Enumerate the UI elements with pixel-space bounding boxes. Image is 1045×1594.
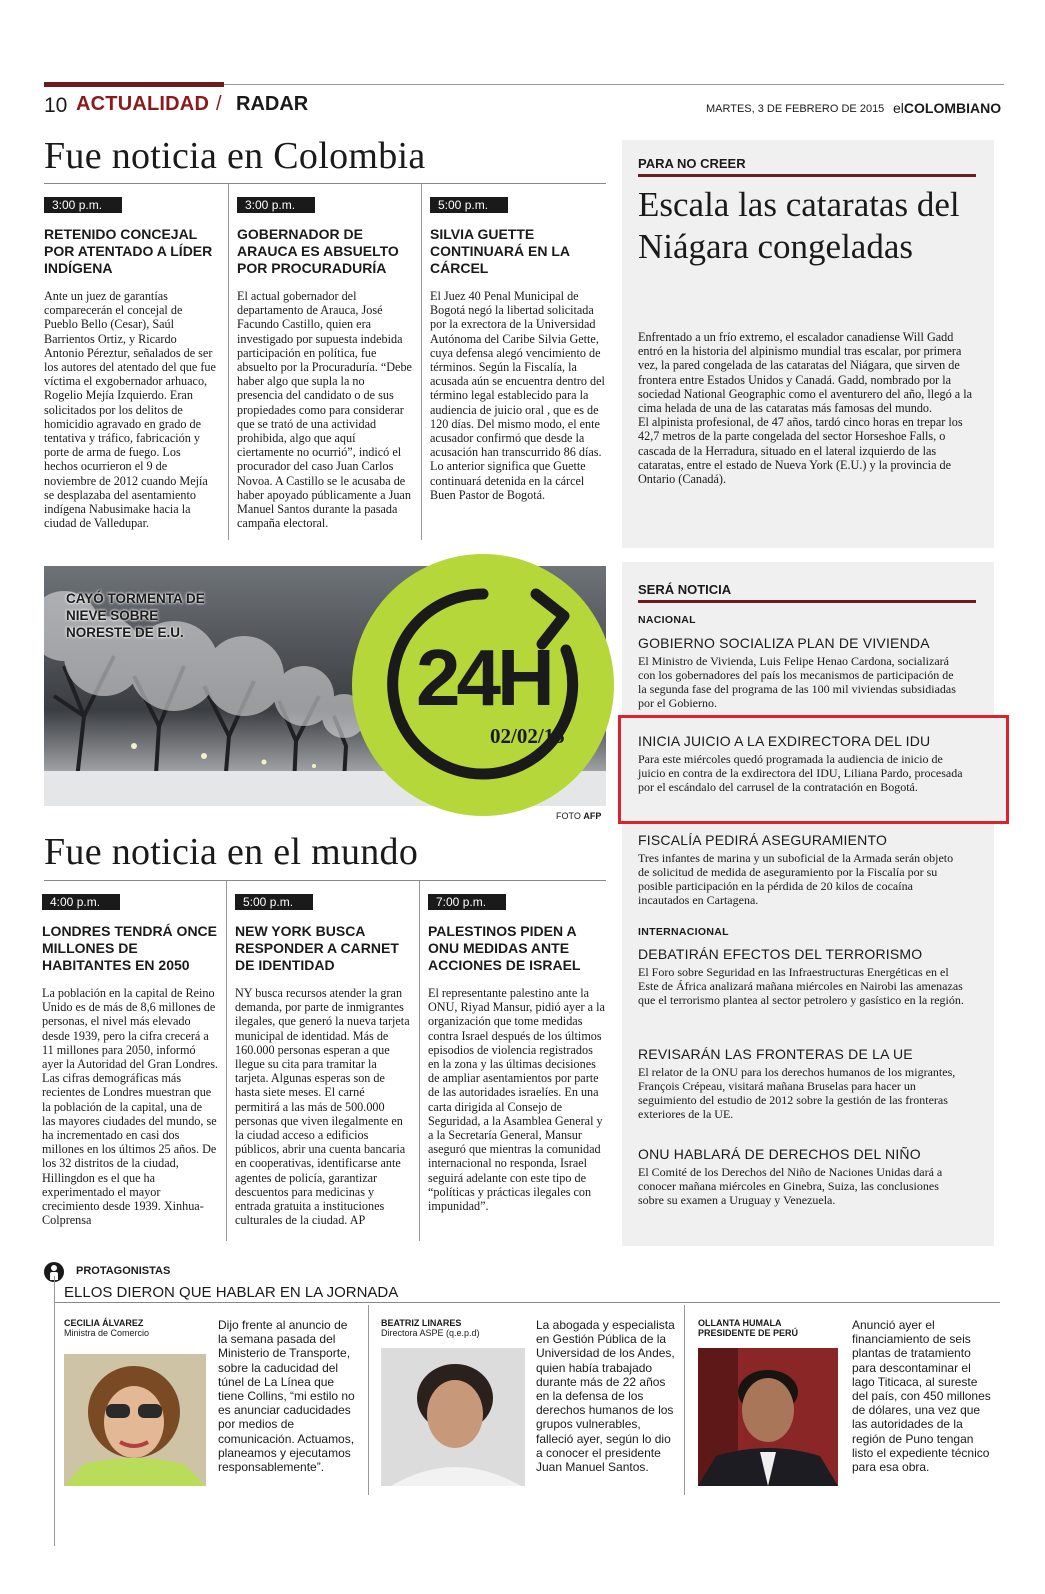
column-divider: [226, 881, 227, 1241]
protagonist-role: Directora ASPE (q.e.p.d): [381, 1328, 480, 1338]
time-tag: 3:00 p.m.: [44, 197, 122, 213]
portrait-woman-sunglasses: [64, 1354, 206, 1486]
nacional-item-3: [638, 832, 964, 907]
time-tag: 7:00 p.m.: [428, 894, 506, 910]
mundo-rule: [44, 880, 606, 881]
article-body: El representante palestino ante la ONU, Riyad Mansur, pidió ayer a la organización que tome medidas contra Israel después de los últimos episodios de violencia registrados en la zona y las últimas decisiones de ampliar asentamientos por parte de las autoridades israelíes. En una carta dirigida al Consejo de Seguridad, a la Asamblea General y a la Secretaría General, Mansur aseguró que mientras la comunidad internacional no responda, Israel seguirá adelante con este tipo de “políticas y prácticas ilegales con impunidad”.: [428, 986, 605, 1214]
nacional-item-1: [638, 635, 964, 710]
article-body: Ante un juez de garantías comparecerán el concejal de Pueblo Bello (Cesar), Saúl Barrientos Ortiz, y Ricardo Antonio Péreztur, señalados de ser los autores del atentado del que fue víctima el exgobernador arhuaco, Rogelio Mejía Izquierdo. Eran solicitados por los delitos de homicidio agravado en grado de tentativa y tráfico, fabricación y porte de arma de fuego. Los hechos ocurrieron el 9 de noviembre de 2012 cuando Mejía se desplazaba del asentamiento indígena Nabusimake hacia la ciudad de Valledupar.: [44, 289, 216, 531]
column-divider: [684, 1305, 685, 1495]
credit-prefix: FOTO: [556, 811, 581, 821]
body-paragraph: Enfrentado a un frío extremo, el escalador canadiense Will Gadd entró en la historia del alpinismo mundial tras escalar, por primera vez, la pared congelada de las cataratas del Niágara, que sirven de frontera entre Estados Unidos y Canadá. Gadd, nombrado por la sociedad National Geographic como el aventurero del año, llegó a la cima helada de una de las cataratas más famosas del mundo.: [638, 330, 973, 416]
article-headline: SILVIA GUETTE CONTINUARÁ EN LA CÁRCEL: [430, 226, 570, 276]
colombia-article-2: [237, 196, 412, 530]
time-tag: 4:00 p.m.: [42, 894, 120, 910]
nacional-label: NACIONAL: [638, 614, 696, 626]
item-body: Para este miércoles quedó programada la audiencia de inicio de juicio en contra de la exdirectora del IDU, Liliana Pardo, procesada por el escándalo del carrusel de la contratación en Bogotá.: [638, 752, 963, 794]
photo-caption: CAYÓ TORMENTA DE NIEVE SOBRE NORESTE DE E.U.: [66, 591, 205, 640]
protagonist-3-quote: Anunció ayer el financiamiento de seis plantas de tratamiento para descontaminar el lago Titicaca, al sureste del país, con 450 millones de dólares, una vez que las autoridades de la región de Puno tengan listo el expediente técnico para esa obra.: [852, 1318, 991, 1475]
protagonist-role: Ministra de Comercio: [64, 1328, 150, 1338]
protagonist-2-header: [381, 1318, 527, 1338]
portrait-man: [698, 1348, 838, 1486]
mundo-article-2: [235, 893, 411, 1227]
item-body: El relator de la ONU para los derechos humanos de los migrantes, François Crépeau, visitará mañana Bruselas para hacer un seguimiento del estudio de 2012 sobre la gestión de las fronteras exteriores de la UE.: [638, 1065, 956, 1121]
time-tag: 3:00 p.m.: [237, 197, 315, 213]
body-paragraph: El alpinista profesional, de 47 años, tardó cinco horas en trepar los 42,7 metros de la parte congelada del sector Horseshoe Falls, o cascada de la Herradura, situado en el lateral izquierdo de las cataratas, entre el estado de Nueva York (E.U.) y la provincia de Ontario (Canadá).: [638, 415, 963, 487]
protagonist-1-quote: Dijo frente al anuncio de la semana pasada del Ministerio de Transporte, sobre la caducidad del túnel de La Línea que tiene Collins, “mi estilo no es anunciar caducidades por medios de comunicación. Actuamos, planeamos y ejecutamos responsablemente”.: [218, 1318, 355, 1475]
section-name: ACTUALIDAD: [76, 93, 210, 115]
column-divider: [368, 1305, 369, 1495]
colombia-section-title: Fue noticia en Colombia: [44, 135, 426, 177]
article-body: La población en la capital de Reino Unido es de más de 8,6 millones de personas, el nivel más elevado desde 1939, pero la cifra crecerá a 11 millones para 2050, informó ayer la Autoridad del Gran Londres. Las cifras demográficas más recientes de Londres muestran que la población de la capital, una de las mayores ciudades del mundo, se ha incrementado en casi dos millones en los últimos 25 años. De los 32 distritos de la ciudad, Hillingdon es el que ha experimentado el mayor crecimiento desde 1939. Xinhua-Colprensa: [42, 986, 218, 1228]
article-body: NY busca recursos atender la gran demanda, por parte de inmigrantes ilegales, que generó la nueva tarjeta municipal de identidad. Más de 160.000 personas esperan a que llegue su cita para tramitar la tarjeta. Algunas esperas son de hasta siete meses. El carné permitirá a las más de 500.000 personas que viven ilegalmente en la ciudad acceso a edificios públicos, abrir una cuenta bancaria en cooperativas, identificarse ante agentes de policía, garantizar descuentos para medicinas y entrada gratuita a instituciones culturales de la ciudad. AP: [235, 986, 410, 1228]
article-headline: LONDRES TENDRÁ ONCE MILLONES DE HABITANTES EN 2050: [42, 923, 218, 973]
column-divider: [421, 184, 422, 540]
protagonistas-label: PROTAGONISTAS: [76, 1265, 171, 1277]
protagonist-name: BEATRIZ LINARES: [381, 1318, 462, 1328]
protagonist-3-photo: [698, 1348, 838, 1486]
kicker-rule: [638, 600, 976, 603]
item-body: El Comité de los Derechos del Niño de Naciones Unidas dará a conocer mañana miércoles en Ginebra, Suiza, las conclusiones sobre su examen a Uruguay y Venezuela.: [638, 1165, 943, 1207]
subsection-name: RADAR: [236, 93, 309, 115]
item-headline: ONU HABLARÁ DE DERECHOS DEL NIÑO: [638, 1146, 921, 1162]
nacional-item-2: [638, 733, 964, 794]
sera-noticia-kicker: SERÁ NOTICIA: [638, 582, 732, 597]
protagonist-name: CECILIA ÁLVAREZ: [64, 1318, 144, 1328]
24h-badge: [352, 554, 614, 816]
portrait-woman: [381, 1348, 525, 1486]
kicker-rule: [638, 174, 976, 177]
mundo-article-1: [42, 893, 218, 1227]
sera-noticia-box: [622, 562, 994, 1246]
item-headline: REVISARÁN LAS FRONTERAS DE LA UE: [638, 1046, 913, 1062]
time-tag: 5:00 p.m.: [235, 894, 313, 910]
colombia-rule: [44, 183, 606, 184]
protagonist-name: OLLANTA HUMALA: [698, 1318, 782, 1328]
protagonist-1-header: [64, 1318, 210, 1338]
item-body: Tres infantes de marina y un suboficial de la Armada serán objeto de solicitud de medida de aseguramiento por la Fiscalía por su posible participación en la pérdida de 20 kilos de cocaína incautados en Cartagena.: [638, 851, 954, 907]
article-body: El actual gobernador del departamento de Arauca, José Facundo Castillo, quien era investigado por supuesta indebida participación en política, fue absuelto por la Procuraduría. “Debe haber algo que supla la no presencia del candidato o de sus propiedades como para considerar que se trató de una actividad prohibida, algo que aquí ciertamente no ocurrió”, indicó el procurador del caso Juan Carlos Novoa. A Castillo se le acusaba de haber apoyado públicamente a Juan Manuel Santos durante la pasada campaña electoral.: [237, 289, 412, 531]
protagonist-2-photo: [381, 1348, 525, 1486]
mundo-section-title: Fue noticia en el mundo: [44, 831, 419, 873]
colombia-article-1: [44, 196, 216, 530]
internacional-item-3: [638, 1146, 964, 1207]
protagonistas-subtitle: ELLOS DIERON QUE HABLAR EN LA JORNADA: [64, 1284, 399, 1301]
badge-24h-text: 24H: [416, 633, 551, 722]
protagonist-3-header: [698, 1318, 844, 1338]
item-headline: INICIA JUICIO A LA EXDIRECTORA DEL IDU: [638, 733, 931, 749]
protagonist-2-quote: La abogada y especialista en Gestión Pública de la Universidad de los Andes, quien había trabajado durante más de 22 años en la defensa de los derechos humanos de los grupos vulnerables, falleció ayer, según lo dio a conocer el presidente Juan Manuel Santos.: [536, 1318, 675, 1475]
photo-credit: [556, 811, 601, 821]
para-no-creer-box: [622, 140, 994, 548]
protagonist-role: PRESIDENTE DE PERÚ: [698, 1328, 799, 1338]
column-divider: [228, 184, 229, 540]
item-headline: GOBIERNO SOCIALIZA PLAN DE VIVIENDA: [638, 635, 930, 651]
para-no-creer-headline: Escala las cataratas del Niágara congeladas: [638, 185, 960, 266]
article-headline: GOBERNADOR DE ARAUCA ES ABSUELTO POR PROCURADURÍA: [237, 226, 399, 276]
credit-agency: AFP: [583, 811, 602, 821]
protagonist-1-photo: [64, 1354, 206, 1486]
article-headline: NEW YORK BUSCA RESPONDER A CARNET DE IDENTIDAD: [235, 923, 399, 973]
article-body: El Juez 40 Penal Municipal de Bogotá negó la libertad solicitada por la exrectora de la Universidad Autónoma del Caribe Silvia Gette, cuya defensa alegó vencimiento de términos. Según la Fiscalía, la acusada aún se encuentra dentro del término legal establecido para la audiencia de juicio oral , que es de 120 días. Del mismo modo, el ente acusador confirmó que desde la acusación han transcurrido 86 días. Lo anterior significa que Guette continuará detenida en la cárcel Buen Pastor de Bogotá.: [430, 289, 605, 502]
article-headline: RETENIDO CONCEJAL POR ATENTADO A LÍDER INDÍGENA: [44, 226, 213, 276]
badge-date: 02/02/15: [490, 724, 565, 748]
internacional-item-1: [638, 946, 964, 1007]
colombia-article-3: [430, 196, 606, 502]
section-slash: /: [216, 93, 222, 115]
issue-date: MARTES, 3 DE FEBRERO DE 2015: [706, 103, 885, 115]
mundo-article-3: [428, 893, 606, 1213]
protagonistas-left-line: [54, 1276, 55, 1546]
item-body: El Foro sobre Seguridad en las Infraestructuras Energéticas en el Este de África analizará mañana miércoles en Nairobi las amenazas que el terrorismo plantea al sector petrolero y gasístico en la región.: [638, 965, 964, 1007]
page-number: 10: [44, 94, 68, 117]
internacional-label: INTERNACIONAL: [638, 926, 729, 938]
protagonistas-rule: [54, 1302, 1000, 1303]
para-no-creer-body: [638, 330, 980, 486]
item-headline: FISCALÍA PEDIRÁ ASEGURAMIENTO: [638, 832, 888, 848]
time-tag: 5:00 p.m.: [430, 197, 508, 213]
item-body: El Ministro de Vivienda, Luis Felipe Henao Cardona, socializará con los gobernadores del país los mecanismos de participación de la segunda fase del programa de las 100 mil viviendas subsidiadas por el Gobierno.: [638, 654, 956, 710]
newspaper-brand: [893, 100, 1001, 116]
brand-prefix: el: [893, 100, 904, 116]
article-headline: PALESTINOS PIDEN A ONU MEDIDAS ANTE ACCIONES DE ISRAEL: [428, 923, 581, 973]
column-divider: [419, 881, 420, 1241]
internacional-item-2: [638, 1046, 964, 1121]
brand-name: COLOMBIANO: [903, 100, 1002, 116]
header-accent-bar: [44, 82, 224, 87]
item-headline: DEBATIRÁN EFECTOS DEL TERRORISMO: [638, 946, 923, 962]
para-no-creer-kicker: PARA NO CREER: [638, 156, 746, 171]
